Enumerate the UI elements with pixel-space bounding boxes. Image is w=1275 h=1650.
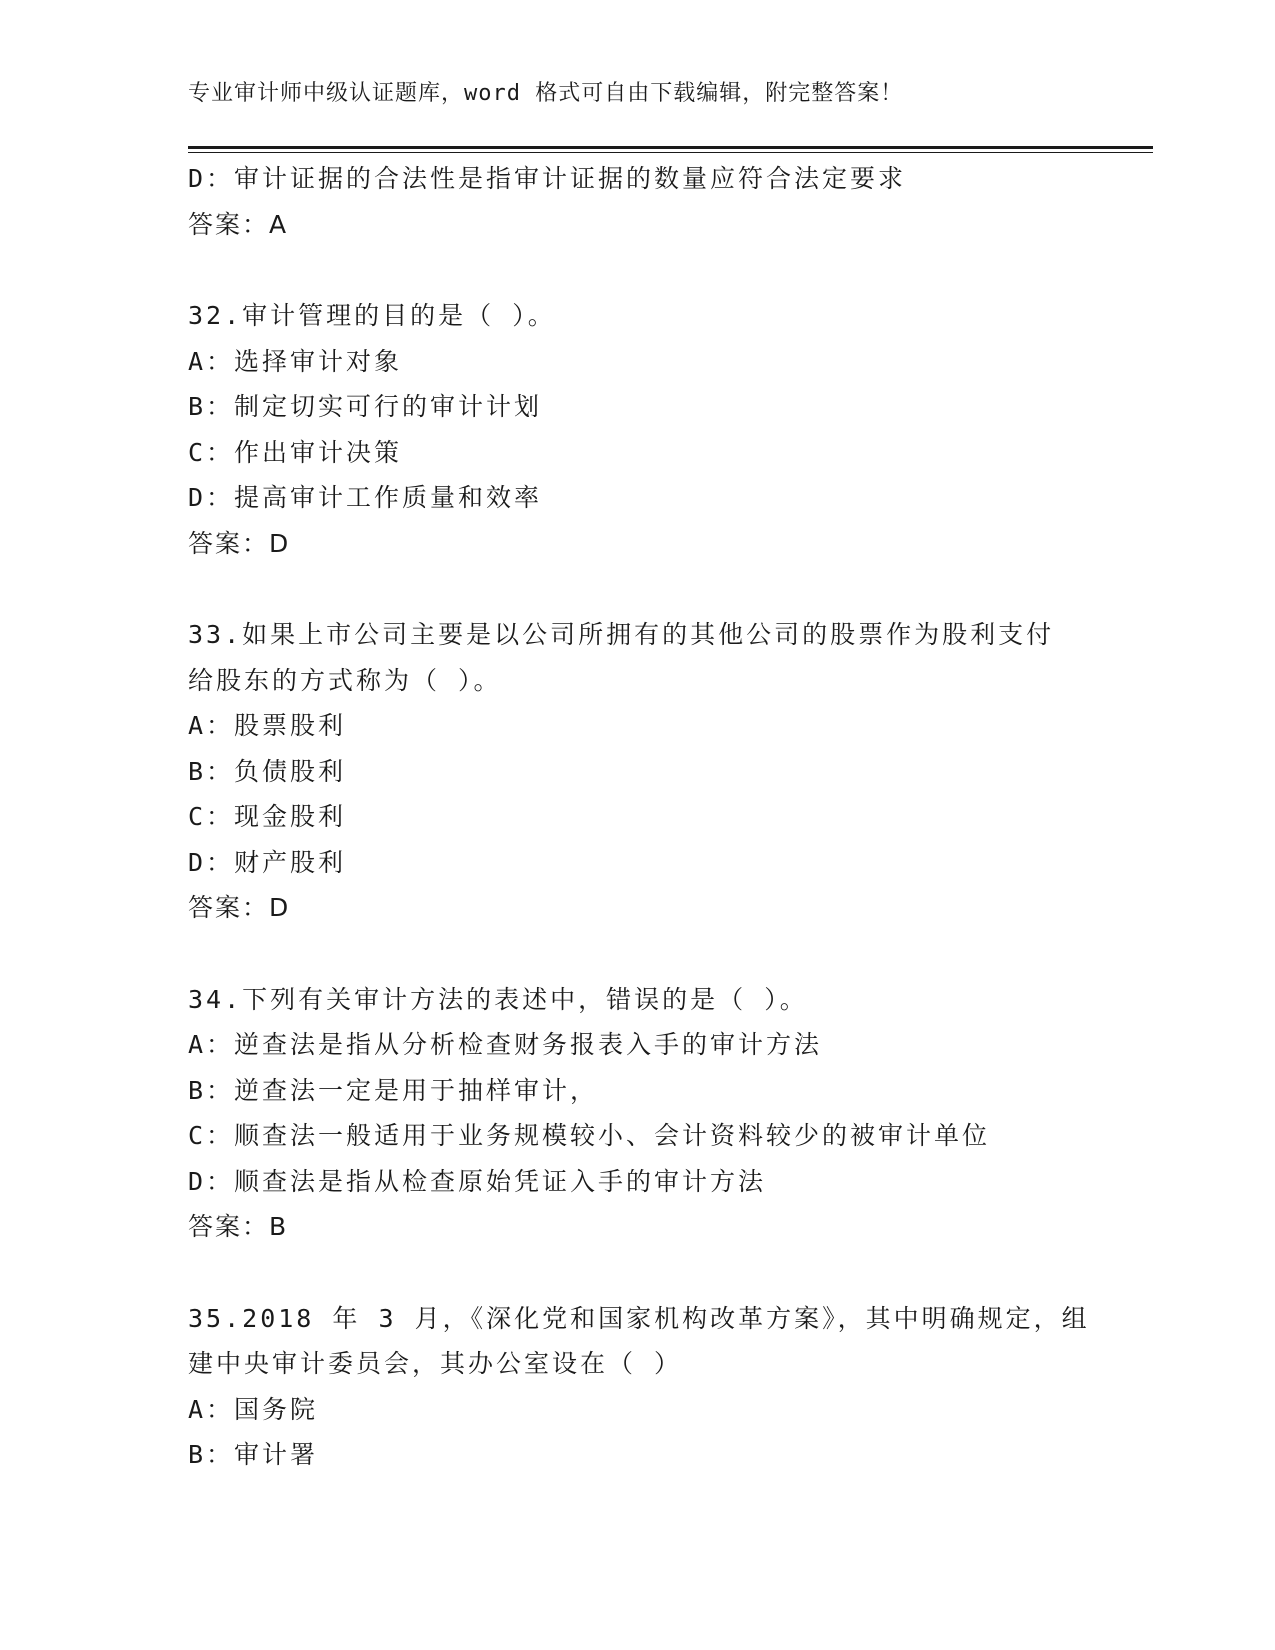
question-line: A：选择审计对象 — [188, 346, 403, 376]
question-stem: 32.审计管理的目的是（ ）。 — [188, 301, 556, 330]
question-line: B：负债股利 — [188, 756, 347, 786]
question-line: A：逆查法是指从分析检查财务报表入手的审计方法 — [188, 1030, 823, 1059]
page-header: 专业审计师中级认证题库，word 格式可自由下载编辑，附完整答案！ — [188, 81, 904, 106]
block-gap — [188, 931, 1088, 977]
block-gap — [188, 247, 1088, 293]
question-block — [188, 612, 1088, 931]
question-line: D：财产股利 — [188, 847, 347, 877]
question-line: B：审计署 — [188, 1440, 319, 1469]
question-line: 给股东的方式称为（ ）。 — [188, 665, 502, 695]
question-line: D：顺查法是指从检查原始凭证入手的审计方法 — [188, 1166, 767, 1196]
question-line: B：逆查法一定是用于抽样审计， — [188, 1075, 599, 1105]
question-block — [188, 977, 1088, 1250]
question-stem: 34.下列有关审计方法的表述中，错误的是（ ）。 — [188, 984, 808, 1014]
question-line: D：提高审计工作质量和效率 — [188, 483, 543, 512]
question-stem: 35.2018 年 3 月，《深化党和国家机构改革方案》，其中明确规定，组 — [188, 1303, 1090, 1333]
question-line: A：国务院 — [188, 1394, 319, 1424]
question-line: C：顺查法一般适用于业务规模较小、会计资料较少的被审计单位 — [188, 1121, 991, 1150]
question-block — [188, 156, 1088, 247]
question-line: B：制定切实可行的审计计划 — [188, 392, 543, 421]
question-line: D：审计证据的合法性是指审计证据的数量应符合法定要求 — [188, 164, 907, 193]
question-line: 建中央审计委员会，其办公室设在（ ） — [188, 1349, 683, 1378]
question-list — [188, 156, 1088, 1478]
answer-line: 答案：D — [188, 893, 291, 922]
answer-line: 答案：A — [188, 209, 289, 239]
block-gap — [188, 566, 1088, 612]
header-rule-thick — [188, 146, 1153, 149]
header-rule-thin — [188, 152, 1153, 153]
question-line: C：现金股利 — [188, 802, 347, 831]
question-block — [188, 1296, 1088, 1478]
block-gap — [188, 1250, 1088, 1296]
question-line: A：股票股利 — [188, 711, 347, 740]
answer-line: 答案：D — [188, 528, 291, 558]
question-block — [188, 293, 1088, 566]
answer-line: 答案：B — [188, 1212, 289, 1241]
question-line: C：作出审计决策 — [188, 437, 403, 467]
question-stem: 33.如果上市公司主要是以公司所拥有的其他公司的股票作为股利支付 — [188, 620, 1055, 649]
